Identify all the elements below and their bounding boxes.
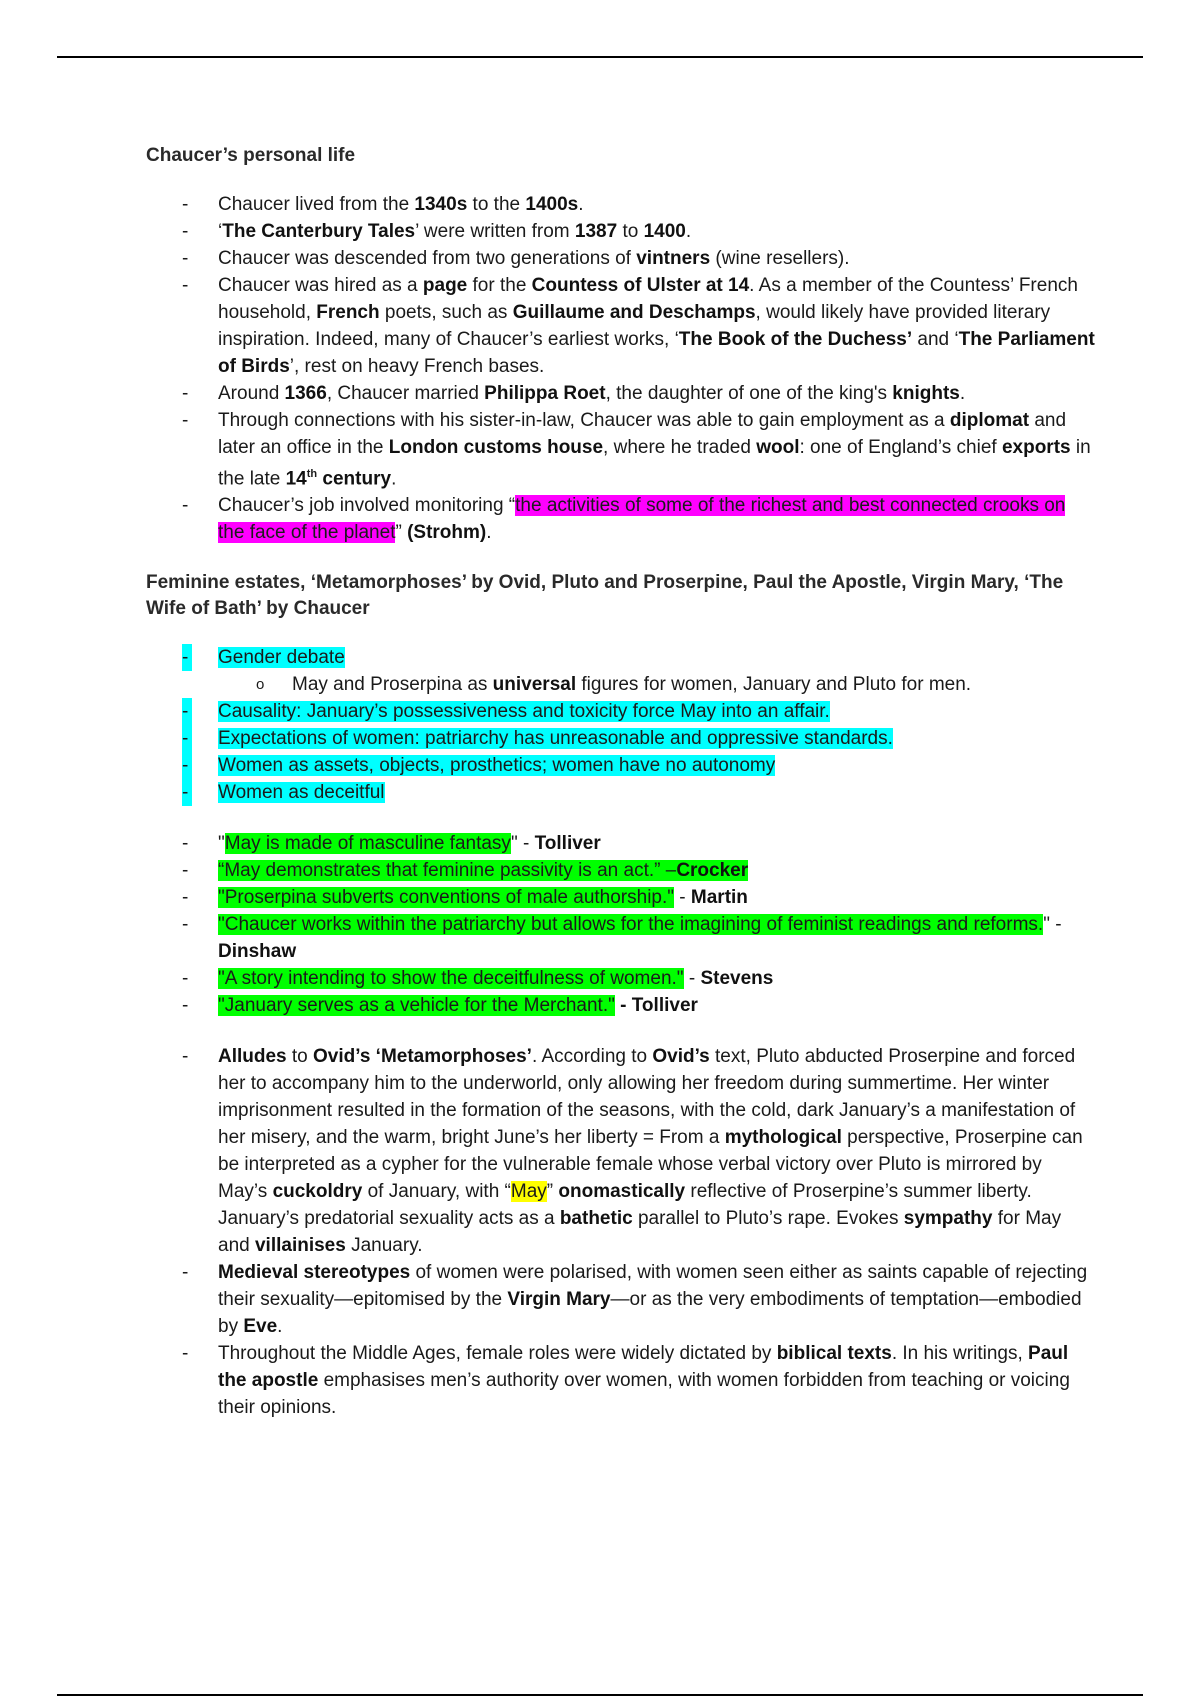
analysis-item: - Alludes to Ovid’s ‘Metamorphoses’. According to Ovid’s text, Pluto abducted Proserpine and forced her to accompany him to the underworld, only allowing her freedom during summertime. Her winter imprisonment resulted in the formation of the seasons, with the cold, dark January’s a manifestation of her misery, and the warm, bright June’s her liberty = From a mythological perspective, Proserpine can be interpreted as a cypher for the vulnerable female whose verbal victory over Pluto is mirrored by May’s cuckoldry of January, with “May” onomastically reflective of Proserpine’s summer liberty. January’s predatorial sexuality acts as a bathetic parallel to Pluto’s rape. Evokes sympathy for May and villainises January. [182,1046,1083,1257]
quote-item: - "January serves as a vehicle for the Merchant." - Tolliver [182,995,698,1017]
section-heading-personal-life: Chaucer’s personal life [146,145,356,166]
theme-item: - Women as deceitful [146,779,1096,806]
theme-item: - Expectations of women: patriarchy has unreasonable and oppressive standards. [146,725,1096,752]
list-item: - Chaucer was hired as a page for the Countess of Ulster at 14. As a member of the Countess’ French household, French poets, such as Guillaume and Deschamps, would likely have provided literary inspiration. Indeed, many of Chaucer’s earliest works, ‘The Book of the Duchess’ and ‘The Parliament of Birds’, rest on heavy French bases. [182,275,1095,377]
theme-item: - Causality: January’s possessiveness and toxicity force May into an affair. [146,698,1096,725]
themes-list [146,644,1096,806]
personal-life-list [146,191,1096,546]
magenta-highlight: the activities of some of the richest and best connected crooks on the face of the planet [218,495,1066,544]
quote-item: - "Chaucer works within the patriarchy but allows for the imagining of feminist readings and reforms." - Dinshaw [182,914,1062,963]
list-item: - Chaucer was descended from two generations of vintners (wine resellers). [182,248,850,269]
yellow-highlight: May [510,1181,547,1203]
document-page [146,143,1096,1421]
sub-item: o May and Proserpina as universal figures for women, January and Pluto for men. [256,674,972,696]
quote-item: - “May demonstrates that feminine passivity is an act.” –Crocker [182,860,749,882]
list-item: - ‘The Canterbury Tales’ were written from 1387 to 1400. [182,221,692,242]
analysis-item: - Throughout the Middle Ages, female roles were widely dictated by biblical texts. In his writings, Paul the apostle emphasises men’s authority over women, with women forbidden from teaching or voicing their opinions. [182,1343,1070,1419]
critics-quotes-list [146,830,1096,1019]
theme-item: - Gender debate [146,644,1096,671]
bottom-rule [57,1694,1143,1696]
list-item: - Through connections with his sister-in-law, Chaucer was able to gain employment as a diplomat and later an office in the London customs house, where he traded wool: one of England’s chief exports in the late 14th century. [182,410,1091,490]
quote-item: - "A story intending to show the deceitfulness of women." - Stevens [182,968,774,990]
top-rule [57,56,1143,58]
list-item: - Chaucer lived from the 1340s to the 1400s. [182,194,584,215]
list-item: - Around 1366, Chaucer married Philippa Roet, the daughter of one of the king's knights. [182,383,966,404]
quote-item: - "May is made of masculine fantasy" - Tolliver [182,833,601,855]
quote-item: - "Proserpina subverts conventions of male authorship." - Martin [182,887,748,909]
list-item: - Chaucer’s job involved monitoring “the activities of some of the richest and best connected crooks on the face of the planet” (Strohm). [182,495,1066,544]
theme-item: - Women as assets, objects, prosthetics; women have no autonomy [146,752,1096,779]
analysis-item: - Medieval stereotypes of women were polarised, with women seen either as saints capable of rejecting their sexuality—epitomised by the Virgin Mary—or as the very embodiments of temptation—embodied by Eve. [182,1262,1088,1338]
analysis-list [146,1043,1096,1421]
section-heading-feminine-estates: Feminine estates, ‘Metamorphoses’ by Ovid, Pluto and Proserpine, Paul the Apostle, Virgin Mary, ‘The Wife of Bath’ by Chaucer [146,572,1064,620]
